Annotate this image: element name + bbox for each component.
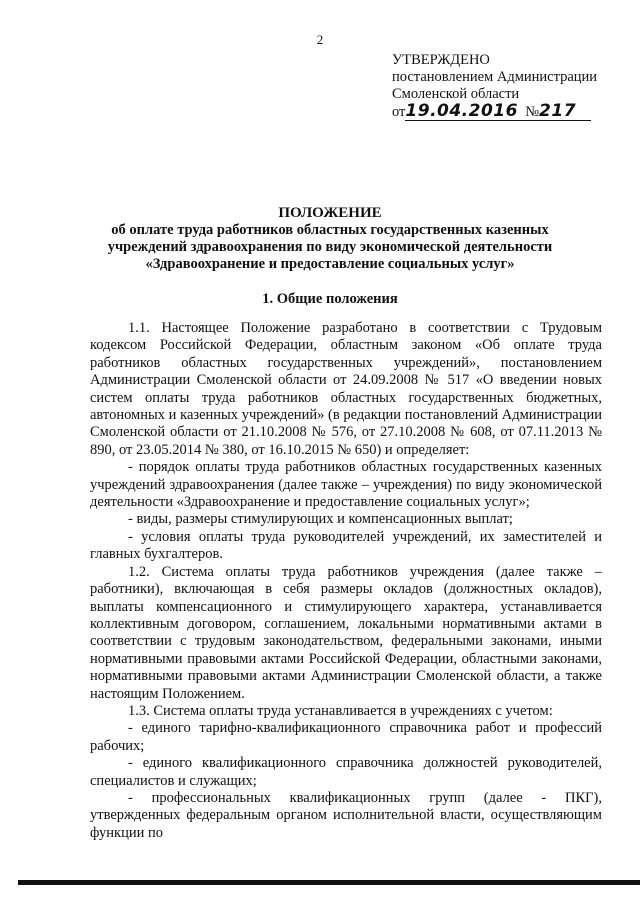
list-item: - единого тарифно-квалификационного справочника работ и профессий рабочих; [90, 720, 602, 754]
approval-region: Смоленской области [392, 86, 520, 102]
list-item: - единого квалификационного справочника должностей руководителей, специалистов и служащих; [90, 755, 602, 789]
list-item: - условия оплаты труда руководителей учреждений, их заместителей и главных бухгалтеров. [90, 528, 602, 563]
approval-date-line [392, 103, 622, 121]
title-line-1: об оплате труда работников областных государственных казенных [111, 222, 549, 238]
document-heading: ПОЛОЖЕНИЕ [278, 205, 382, 221]
list-item: - виды, размеры стимулирующих и компенсационных выплат; [128, 511, 513, 528]
paragraph-1-3: 1.3. Система оплаты труда устанавливается в учреждениях с учетом: [128, 702, 553, 719]
scan-edge-bar [18, 880, 640, 885]
list-item: - порядок оплаты труда работников областных государственных казенных учреждений здравоохранения (далее также – учреждения) по виду экономической деятельности «Здравоохранение и предоставление социальных услуг»; [90, 459, 602, 511]
number-prefix: № [525, 104, 540, 120]
section-heading: 1. Общие положения [262, 291, 398, 307]
handwritten-number: 217 [539, 101, 577, 121]
date-prefix: от [392, 104, 406, 120]
title-line-2: учреждений здравоохранения по виду экономической деятельности [107, 239, 553, 255]
document-title [60, 205, 600, 273]
approval-title: УТВЕРЖДЕНО [392, 52, 490, 68]
list-item: - профессиональных квалификационных групп (далее - ПКГ), утвержденных федеральным органом исполнительной власти, осуществляющим функции по [90, 789, 602, 841]
title-line-3: «Здравоохранение и предоставление социальных услуг» [145, 256, 515, 272]
paragraph-1-2: 1.2. Система оплаты труда работников учреждения (далее также – работники), включающая в себя размеры окладов (должностных окладов), выплаты компенсационного и стимулирующего характера, устанавливается коллективным договором, соглашением, локальными нормативными актами в соответствии с трудовым законодательством, федеральными законами, иными нормативными правовыми актами Российской Федерации, областными законами, нормативными правовыми актами Администрации Смоленской области, а также настоящим Положением. [90, 563, 602, 702]
page-number: 2 [316, 32, 324, 47]
body-text [90, 320, 602, 842]
approval-authority: постановлением Администрации [392, 69, 598, 85]
handwritten-date: 19.04.2016 №217 [405, 103, 590, 121]
paragraph-1-1: 1.1. Настоящее Положение разработано в соответствии с Трудовым кодексом Российской Федерации, областным законом «Об оплате труда работников областных государственных учреждений», постановлением Администрации Смоленской области от 24.09.2008 № 517 «О введении новых систем оплаты труда работников областных государственных бюджетных, автономных и казенных учреждений» (в редакции постановлений Администрации Смоленской области от 21.10.2008 № 576, от 27.10.2008 № 608, от 07.11.2013 № 890, от 23.05.2014 № 380, от 16.10.2015 № 650) и определяет: [90, 320, 602, 458]
approval-stamp [392, 52, 622, 121]
